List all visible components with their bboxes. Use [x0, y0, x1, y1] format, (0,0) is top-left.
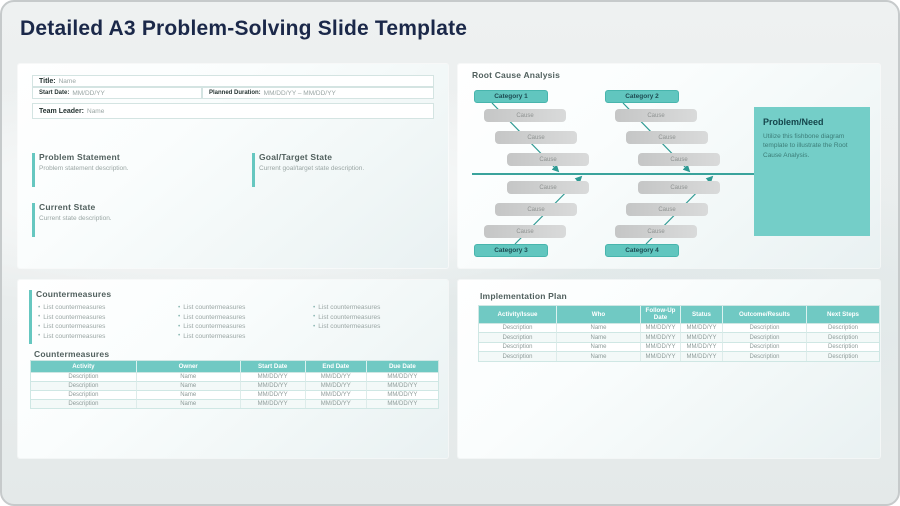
table-cell[interactable]: Name [137, 372, 241, 381]
column-header: Outcome/Results [723, 306, 807, 323]
countermeasures-panel [18, 280, 448, 458]
table-cell[interactable]: MM/DD/YY [681, 332, 723, 342]
title-field-value: Name [58, 77, 76, 85]
column-header: End Date [306, 361, 367, 372]
team-leader-label: Team Leader: [39, 107, 84, 115]
list-item[interactable] [38, 314, 170, 321]
list-item-label: List countermeasures [183, 304, 246, 311]
countermeasures-column [38, 304, 170, 343]
table-cell[interactable]: Name [137, 381, 241, 390]
cause-box[interactable]: Cause [615, 225, 697, 238]
table-cell[interactable]: MM/DD/YY [241, 399, 306, 408]
bullet-icon: • [178, 303, 181, 311]
planned-duration-field[interactable] [202, 87, 434, 99]
implementation-plan-table [478, 305, 880, 362]
cause-box[interactable]: Cause [484, 109, 566, 122]
column-header: Activity [31, 361, 137, 372]
table-header-row [31, 361, 438, 372]
cause-box[interactable]: Cause [638, 181, 720, 194]
category-box[interactable]: Category 1 [474, 90, 548, 103]
list-item-label: List countermeasures [43, 304, 106, 311]
planned-duration-label: Planned Duration: [209, 90, 261, 96]
bullet-icon: • [178, 332, 181, 340]
cause-box[interactable]: Cause [626, 203, 708, 216]
cause-box[interactable]: Cause [626, 131, 708, 144]
team-leader-field[interactable] [32, 103, 434, 119]
bullet-icon: • [313, 322, 316, 330]
section-description[interactable]: Problem statement description. [39, 165, 129, 172]
table-cell[interactable]: Description [723, 342, 807, 352]
table-cell[interactable]: MM/DD/YY [367, 372, 438, 381]
column-header: Next Steps [807, 306, 879, 323]
problem-need-description: Utilize this fishbone diagram template to illustrate the Root Cause Analysis. [763, 133, 848, 159]
table-cell[interactable]: Description [31, 381, 137, 390]
table-row [479, 332, 879, 342]
problem-statement-section [32, 152, 232, 172]
table-cell[interactable]: Name [557, 332, 641, 342]
table-header-row [479, 306, 879, 323]
table-cell[interactable]: Description [31, 390, 137, 399]
column-header: Activity/Issue [479, 306, 557, 323]
table-cell[interactable]: Name [557, 323, 641, 333]
bullet-icon: • [38, 332, 41, 340]
accent-bar [32, 203, 35, 237]
list-item-label: List countermeasures [183, 332, 246, 340]
category-box[interactable]: Category 4 [605, 244, 679, 257]
column-header: Status [681, 306, 723, 323]
section-description[interactable]: Current state description. [39, 215, 112, 222]
list-item[interactable] [313, 304, 445, 311]
table-cell[interactable]: Description [31, 372, 137, 381]
title-field[interactable] [32, 75, 434, 87]
table-cell[interactable]: Description [479, 342, 557, 352]
table-cell[interactable]: Description [723, 351, 807, 361]
cause-box[interactable]: Cause [507, 181, 589, 194]
goal-target-section [252, 152, 442, 172]
column-header: Due Date [367, 361, 438, 372]
table-cell[interactable]: MM/DD/YY [306, 399, 367, 408]
list-item-label: List countermeasures [43, 332, 106, 340]
table-cell[interactable]: MM/DD/YY [241, 381, 306, 390]
table-row [479, 351, 879, 361]
list-item[interactable] [178, 333, 310, 340]
section-title: Root Cause Analysis [472, 70, 561, 80]
implementation-plan-panel [458, 280, 880, 458]
table-cell[interactable]: Description [479, 323, 557, 333]
table-cell[interactable]: MM/DD/YY [367, 399, 438, 408]
table-cell[interactable]: MM/DD/YY [681, 342, 723, 352]
implementation-plan-title: Implementation Plan [480, 291, 567, 301]
countermeasures-list-header [29, 289, 111, 299]
list-item-label: List countermeasures [183, 323, 246, 331]
list-item[interactable] [178, 304, 310, 311]
table-cell[interactable]: MM/DD/YY [681, 351, 723, 361]
list-item[interactable] [313, 323, 445, 330]
title-field-label: Title: [39, 77, 56, 85]
section-description[interactable]: Current goal/target state description. [259, 165, 365, 172]
table-cell[interactable]: MM/DD/YY [641, 323, 681, 333]
list-item-label: List countermeasures [183, 313, 246, 321]
table-cell[interactable]: MM/DD/YY [641, 351, 681, 361]
list-item[interactable] [38, 304, 170, 311]
table-cell[interactable]: Name [137, 390, 241, 399]
bullet-icon: • [313, 303, 316, 311]
table-cell[interactable]: Name [557, 342, 641, 352]
bullet-icon: • [38, 303, 41, 311]
table-row [31, 390, 438, 399]
list-item[interactable] [178, 314, 310, 321]
column-header: Start Date [241, 361, 306, 372]
cause-box[interactable]: Cause [495, 203, 577, 216]
table-cell[interactable]: MM/DD/YY [367, 381, 438, 390]
overview-panel [18, 64, 448, 268]
table-row [479, 342, 879, 352]
table-cell[interactable]: Description [723, 332, 807, 342]
section-title: Current State [39, 202, 96, 212]
list-item[interactable] [178, 323, 310, 330]
bullet-icon: • [178, 313, 181, 321]
list-item[interactable] [38, 333, 170, 340]
cause-box[interactable]: Cause [507, 153, 589, 166]
category-box[interactable]: Category 2 [605, 90, 679, 103]
accent-bar [252, 153, 255, 187]
table-cell[interactable]: Name [557, 351, 641, 361]
list-item[interactable] [313, 314, 445, 321]
problem-need-box[interactable] [754, 107, 870, 236]
table-cell[interactable]: Description [807, 323, 879, 333]
list-item-label: List countermeasures [318, 304, 381, 311]
cause-box[interactable]: Cause [484, 225, 566, 238]
bullet-icon: • [38, 322, 41, 330]
table-row [31, 372, 438, 381]
start-date-field[interactable] [32, 87, 202, 99]
table-cell[interactable]: MM/DD/YY [306, 390, 367, 399]
table-cell[interactable]: MM/DD/YY [641, 342, 681, 352]
section-title: Problem Statement [39, 152, 120, 162]
accent-bar [32, 153, 35, 187]
table-cell[interactable]: MM/DD/YY [681, 323, 723, 333]
table-cell[interactable]: MM/DD/YY [641, 332, 681, 342]
list-item-label: List countermeasures [318, 323, 381, 331]
bullet-icon: • [178, 322, 181, 330]
table-row [479, 323, 879, 333]
list-item-label: List countermeasures [43, 323, 106, 331]
column-header: Owner [137, 361, 241, 372]
section-title: Countermeasures [36, 289, 112, 299]
root-cause-panel [458, 64, 880, 268]
table-cell[interactable]: MM/DD/YY [241, 372, 306, 381]
column-header: Follow-Up Date [641, 306, 681, 323]
table-cell[interactable]: Description [723, 323, 807, 333]
accent-bar [29, 290, 32, 344]
bullet-icon: • [313, 313, 316, 321]
planned-duration-value: MM/DD/YY – MM/DD/YY [263, 89, 336, 97]
table-cell[interactable]: Name [137, 399, 241, 408]
table-cell[interactable]: MM/DD/YY [241, 390, 306, 399]
countermeasures-column [313, 304, 445, 333]
table-cell[interactable]: Description [31, 399, 137, 408]
bullet-icon: • [38, 313, 41, 321]
page-title: Detailed A3 Problem-Solving Slide Template [20, 17, 468, 40]
table-cell[interactable]: Description [807, 342, 879, 352]
table-cell[interactable]: MM/DD/YY [306, 372, 367, 381]
list-item-label: List countermeasures [43, 313, 106, 321]
list-item[interactable] [38, 323, 170, 330]
section-title: Goal/Target State [259, 152, 333, 162]
table-cell[interactable]: Description [807, 351, 879, 361]
table-cell[interactable]: Description [479, 332, 557, 342]
column-header: Who [557, 306, 641, 323]
countermeasures-table-title: Countermeasures [34, 349, 110, 359]
cause-box[interactable]: Cause [495, 131, 577, 144]
table-cell[interactable]: MM/DD/YY [367, 390, 438, 399]
table-cell[interactable]: MM/DD/YY [306, 381, 367, 390]
table-cell[interactable]: Description [479, 351, 557, 361]
countermeasures-column [178, 304, 310, 343]
countermeasures-table [30, 360, 439, 409]
category-box[interactable]: Category 3 [474, 244, 548, 257]
current-state-section [32, 202, 232, 222]
start-date-label: Start Date: [39, 90, 70, 96]
table-cell[interactable]: Description [807, 332, 879, 342]
table-row [31, 399, 438, 408]
cause-box[interactable]: Cause [638, 153, 720, 166]
problem-need-title: Problem/Need [763, 117, 824, 127]
list-item-label: List countermeasures [318, 313, 381, 321]
team-leader-value: Name [87, 107, 105, 115]
cause-box[interactable]: Cause [615, 109, 697, 122]
table-row [31, 381, 438, 390]
start-date-value: MM/DD/YY [72, 89, 105, 97]
